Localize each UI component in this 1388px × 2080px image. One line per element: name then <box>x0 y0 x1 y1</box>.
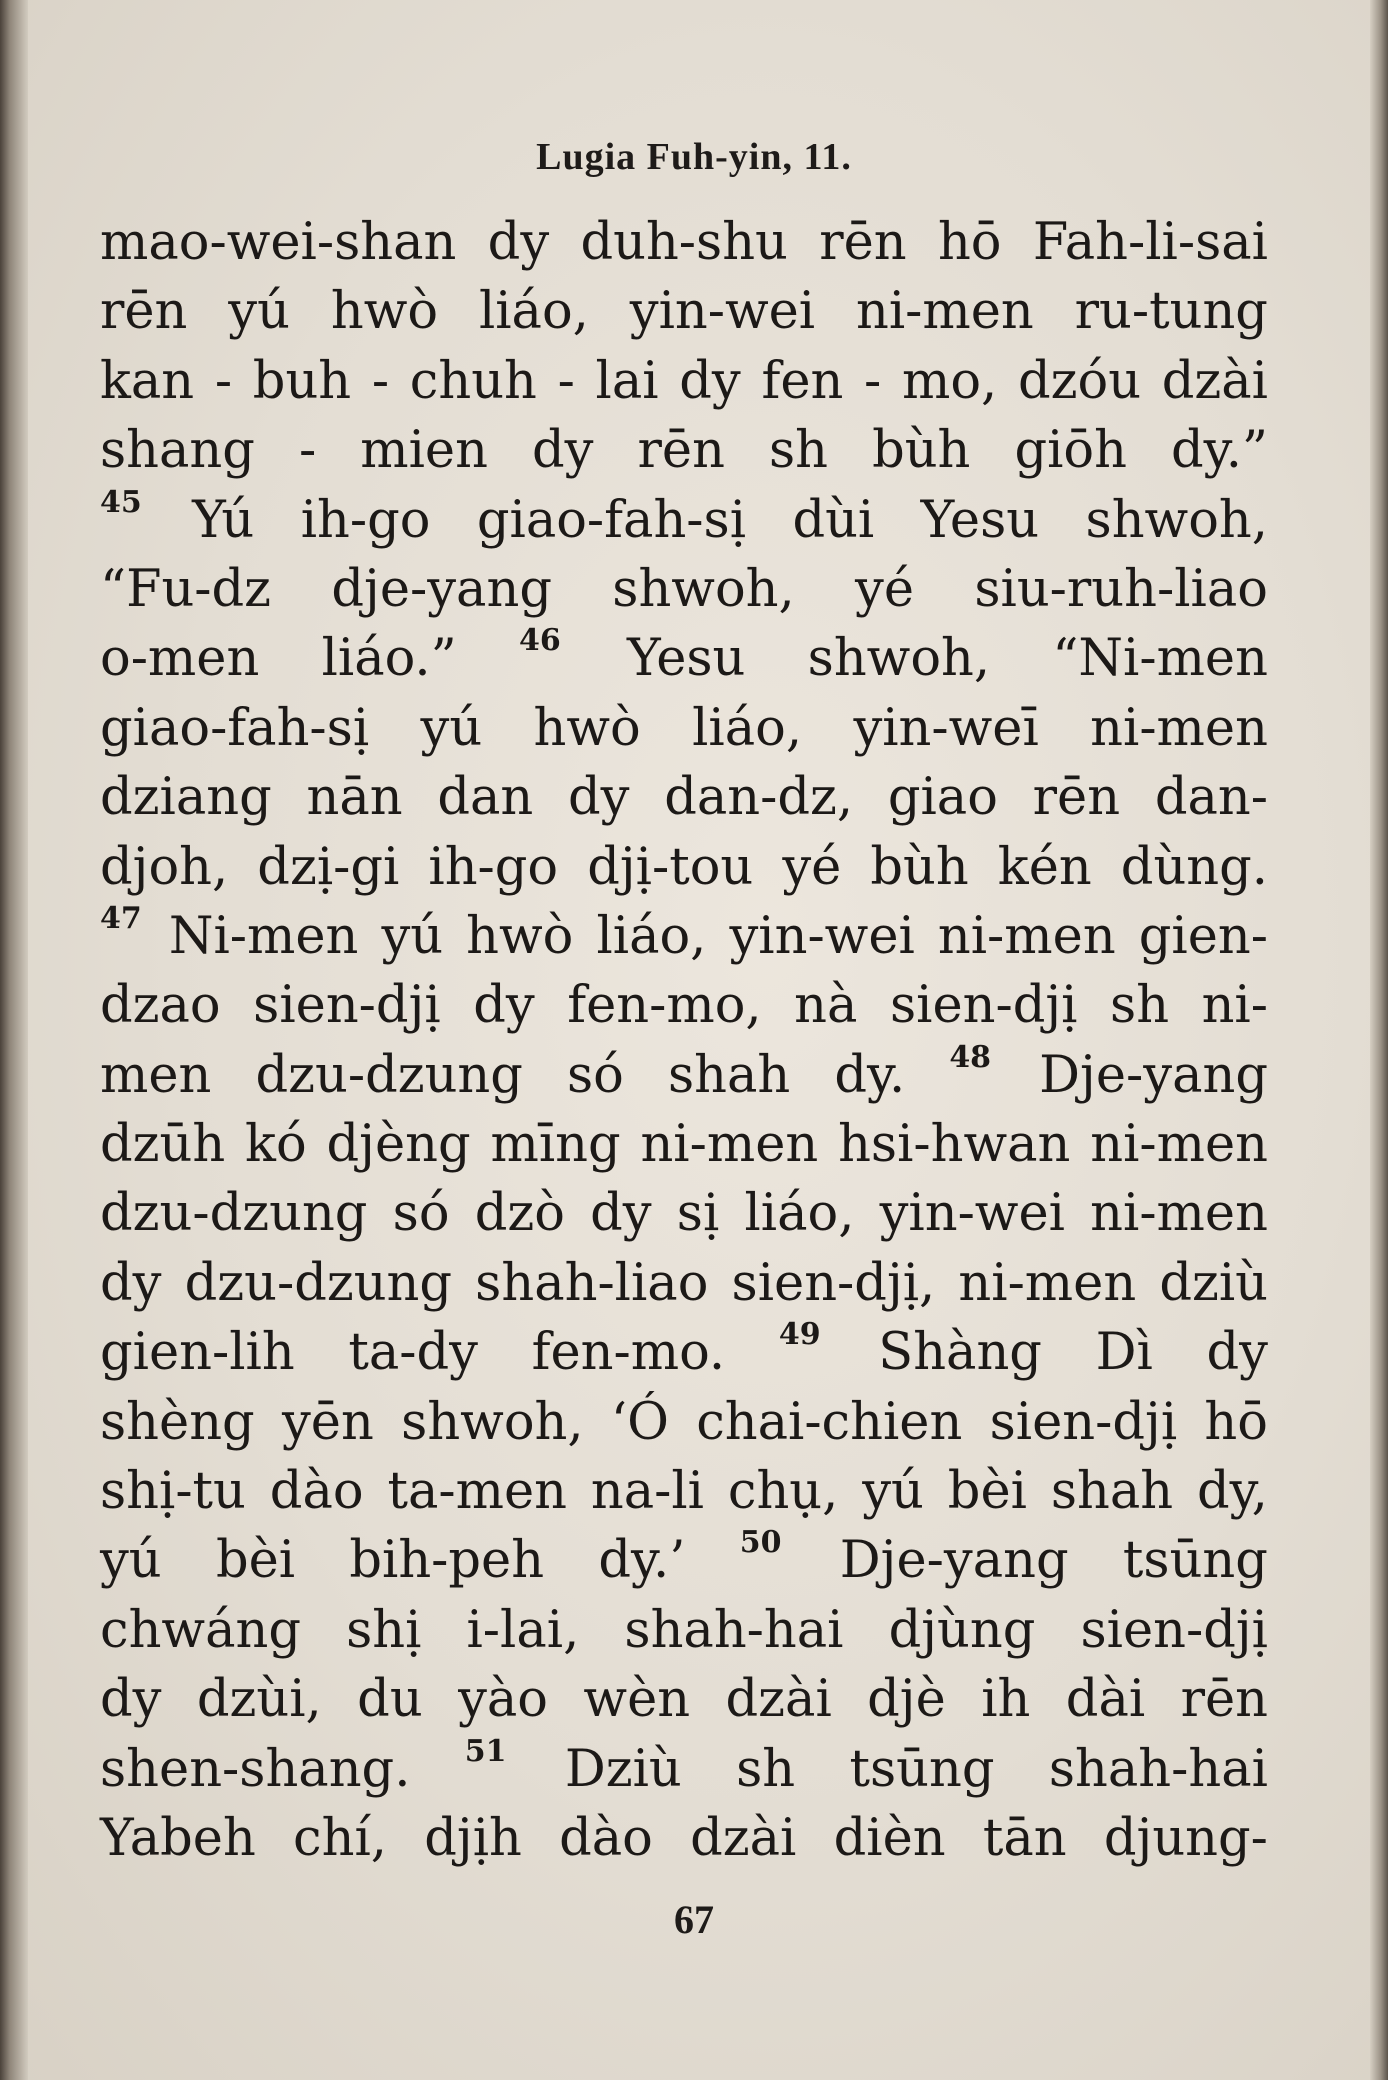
word: chuh <box>409 351 537 411</box>
word: só <box>567 1045 624 1105</box>
word: shah-hai <box>624 1600 844 1660</box>
word: sien-djị <box>1080 1600 1268 1660</box>
word: dùi <box>792 490 875 550</box>
word: hwò <box>330 282 439 342</box>
word: dy <box>100 1670 162 1730</box>
word: dzu-dzung <box>255 1045 523 1105</box>
text-line <box>100 833 1268 902</box>
word: sh <box>768 421 829 481</box>
word: - <box>557 351 575 411</box>
word: Fah-li-sai <box>1032 213 1268 272</box>
word: mīng <box>490 1115 621 1175</box>
word: dzài <box>1161 351 1268 411</box>
word: dan-dz, <box>664 768 854 828</box>
word: ‘Ó <box>610 1392 669 1452</box>
word: ih-go <box>428 837 559 897</box>
word: kó <box>245 1115 307 1175</box>
text-line <box>100 1457 1268 1526</box>
word: ru-tung <box>1074 282 1268 342</box>
word: hwò <box>466 906 574 966</box>
word: tsūng <box>1122 1531 1268 1591</box>
text-line <box>100 1388 1268 1457</box>
word: yin-wei <box>729 906 915 966</box>
text-line <box>100 971 1268 1040</box>
word: shah-hai <box>1048 1739 1268 1799</box>
word: dy <box>590 1184 652 1244</box>
word: hwò <box>533 698 641 758</box>
word: dào <box>559 1808 653 1868</box>
word: giao-fah-sị <box>476 490 747 550</box>
word: nān <box>306 768 403 828</box>
word: gien- <box>1138 906 1268 966</box>
word: dào <box>269 1462 364 1522</box>
word: djị-tou <box>587 837 754 897</box>
text-line <box>100 1665 1268 1734</box>
word: sien-djị, <box>731 1253 936 1313</box>
word: liáo, <box>478 282 589 342</box>
word: rēn <box>819 213 907 272</box>
word: mo, <box>901 351 998 411</box>
word: dy.’ <box>598 1531 686 1591</box>
word: liáo, <box>744 1184 855 1244</box>
word: ni-men <box>1090 1115 1268 1175</box>
word: men <box>100 1045 212 1105</box>
verse-number: 45 <box>100 484 142 520</box>
word: yào <box>458 1670 549 1730</box>
word: Dì <box>1095 1323 1153 1383</box>
text-line <box>100 624 1268 693</box>
word: yin-wei <box>629 282 816 342</box>
page-number: 67 <box>674 1897 714 1942</box>
word: dy <box>1206 1323 1268 1383</box>
text-line <box>100 486 1268 555</box>
word: hsi-hwan <box>838 1115 1071 1175</box>
text-line <box>100 208 1268 277</box>
word: Shàng <box>878 1323 1042 1383</box>
word: yú <box>381 906 444 966</box>
word: ni-men <box>640 1115 819 1175</box>
word: i-lai, <box>466 1600 580 1660</box>
word: liáo, <box>596 906 707 966</box>
word: dzài <box>725 1670 832 1730</box>
word: wèn <box>583 1670 691 1730</box>
word: giao <box>887 768 998 828</box>
word: shèng <box>100 1392 255 1452</box>
word: dzài <box>690 1808 797 1868</box>
word: chai-chien <box>696 1392 963 1452</box>
word: yin-wei <box>879 1184 1065 1244</box>
word: kan <box>100 351 195 411</box>
word: dy <box>532 421 594 481</box>
word: Yesu <box>626 629 746 689</box>
word: dy, <box>1197 1462 1268 1522</box>
word: yé <box>782 837 842 897</box>
word: shah <box>1050 1462 1174 1522</box>
text-line <box>100 902 1268 971</box>
text-line <box>100 1249 1268 1318</box>
word: na-li <box>590 1462 704 1522</box>
word: djùng <box>888 1600 1036 1660</box>
text-line <box>100 763 1268 832</box>
word: “Fu-dz <box>100 559 272 619</box>
text-line <box>100 1735 1268 1804</box>
word: chụ, <box>727 1462 839 1522</box>
word: giōh <box>1014 421 1127 481</box>
word: chí, <box>293 1808 387 1868</box>
word: yēn <box>282 1392 374 1452</box>
word: buh <box>252 351 352 411</box>
verse-number: 46 <box>518 623 561 659</box>
word: sien-djị <box>253 976 441 1036</box>
word: dy. <box>834 1045 906 1105</box>
word: sien-djị <box>889 976 1078 1036</box>
word: lai <box>595 351 659 411</box>
word: ni-men <box>958 1253 1137 1313</box>
text-line <box>100 1179 1268 1248</box>
running-head: Lugia Fuh-yin, 11. <box>536 136 852 178</box>
word: só <box>392 1184 450 1244</box>
word: yú <box>100 1531 162 1591</box>
word: rēn <box>1032 768 1121 828</box>
word: Dje-yang <box>1039 1045 1268 1105</box>
word: rēn <box>100 282 188 342</box>
word: dy <box>568 768 630 828</box>
word: chwáng <box>100 1600 301 1660</box>
word: ih <box>981 1670 1031 1730</box>
word: ta-dy <box>348 1323 478 1383</box>
word: sị <box>676 1184 720 1244</box>
word: bùh <box>872 421 971 481</box>
word: dài <box>1065 1670 1146 1730</box>
word: - <box>298 421 317 481</box>
word: tsūng <box>849 1739 995 1799</box>
word: rēn <box>637 421 725 481</box>
word: dzu-dzung <box>184 1253 453 1313</box>
word: duh-shu <box>580 213 788 272</box>
text-line <box>100 555 1268 624</box>
word: djèng <box>326 1115 471 1175</box>
word: ni- <box>1201 976 1268 1036</box>
word: - <box>371 351 390 411</box>
word: dje-yang <box>331 559 552 619</box>
word: dzóu <box>1017 351 1142 411</box>
word: kén <box>997 837 1092 897</box>
word: dzùi, <box>196 1670 322 1730</box>
word: siu-ruh-liao <box>974 559 1268 619</box>
word: djoh, <box>100 837 229 897</box>
word: hō <box>937 213 1002 272</box>
verse-number: 47 <box>100 900 142 936</box>
word: Dje-yang <box>839 1531 1069 1591</box>
word: dy <box>100 1253 162 1313</box>
word: dzị-gi <box>257 837 400 897</box>
text-line <box>100 1526 1268 1595</box>
word: shwoh, <box>612 559 795 619</box>
text-line <box>100 1318 1268 1387</box>
word: Yabeh <box>100 1808 256 1868</box>
word: yé <box>855 559 915 619</box>
word: dzao <box>100 976 221 1036</box>
word: dzūh <box>100 1115 226 1175</box>
verse-number: 50 <box>739 1525 782 1561</box>
word: yú <box>862 1462 924 1522</box>
text-line <box>100 347 1268 416</box>
word: liáo.” <box>321 629 457 689</box>
word: djè <box>867 1670 946 1730</box>
word: dy <box>679 351 741 411</box>
word: djịh <box>424 1808 522 1868</box>
word: yú <box>420 698 483 758</box>
word: Yesu <box>920 490 1040 550</box>
word: dy.” <box>1171 421 1268 481</box>
word: Dziù <box>564 1739 682 1799</box>
word: gien-lih <box>100 1323 295 1383</box>
word: dziang <box>100 768 272 828</box>
word: fen-mo, <box>567 976 762 1036</box>
word: Ni-men <box>168 906 359 966</box>
word: shị <box>346 1600 422 1660</box>
word: dièn <box>833 1808 946 1868</box>
text-line <box>100 1110 1268 1179</box>
word: bùh <box>870 837 969 897</box>
word: hō <box>1204 1392 1268 1452</box>
word: rēn <box>1180 1670 1268 1730</box>
text-line <box>100 277 1268 346</box>
word: sh <box>1110 976 1170 1036</box>
word: djung- <box>1103 1808 1268 1868</box>
word: o-men <box>100 629 260 689</box>
word: bih-peh <box>349 1531 545 1591</box>
word: Yú <box>192 490 255 550</box>
word: du <box>357 1670 423 1730</box>
word: ta-men <box>387 1462 567 1522</box>
word: yú <box>228 282 290 342</box>
word: bèi <box>947 1462 1027 1522</box>
text-line <box>100 1804 1268 1873</box>
word: mao-wei-shan <box>100 213 457 272</box>
body-text <box>100 208 1268 1873</box>
text-line <box>100 694 1268 763</box>
page-edge <box>1370 0 1388 2080</box>
word: dzò <box>474 1184 565 1244</box>
word: shwoh, <box>1085 490 1268 550</box>
word: “Ni-men <box>1052 629 1268 689</box>
word: sien-djị <box>989 1392 1178 1452</box>
word: ni-men <box>1090 1184 1268 1244</box>
word: dy <box>473 976 535 1036</box>
word: shị-tu <box>100 1462 246 1522</box>
word: ni-men <box>937 906 1116 966</box>
word: ih-go <box>300 490 431 550</box>
word: yin-weī <box>853 698 1039 758</box>
text-line <box>100 1596 1268 1665</box>
word: shwoh, <box>401 1392 584 1452</box>
word: shwoh, <box>807 629 991 689</box>
word: ni-men <box>856 282 1034 342</box>
verse-number: 49 <box>778 1317 821 1353</box>
word: liáo, <box>692 698 803 758</box>
word: fen-mo. <box>531 1323 726 1383</box>
word: bèi <box>215 1531 296 1591</box>
word: - <box>864 351 882 411</box>
word: dan <box>437 768 534 828</box>
word: dziù <box>1159 1253 1268 1313</box>
word: shah <box>667 1045 791 1105</box>
text-line <box>100 1041 1268 1110</box>
word: dzu-dzung <box>100 1184 368 1244</box>
text-line <box>100 416 1268 485</box>
word: ni-men <box>1090 698 1268 758</box>
word: shang <box>100 421 255 481</box>
spine-shadow <box>0 0 28 2080</box>
word: dy <box>487 213 550 272</box>
word: mien <box>360 421 488 481</box>
word: sh <box>736 1739 796 1799</box>
word: fen <box>761 351 844 411</box>
word: dùng. <box>1120 837 1268 897</box>
word: shen-shang. <box>100 1739 411 1799</box>
word: tān <box>982 1808 1067 1868</box>
verse-number: 51 <box>464 1733 507 1769</box>
word: shah-liao <box>475 1253 709 1313</box>
word: dan- <box>1154 768 1268 828</box>
verse-number: 48 <box>949 1039 992 1075</box>
word: - <box>214 351 233 411</box>
word: nà <box>794 976 858 1036</box>
word: giao-fah-sị <box>100 698 370 758</box>
